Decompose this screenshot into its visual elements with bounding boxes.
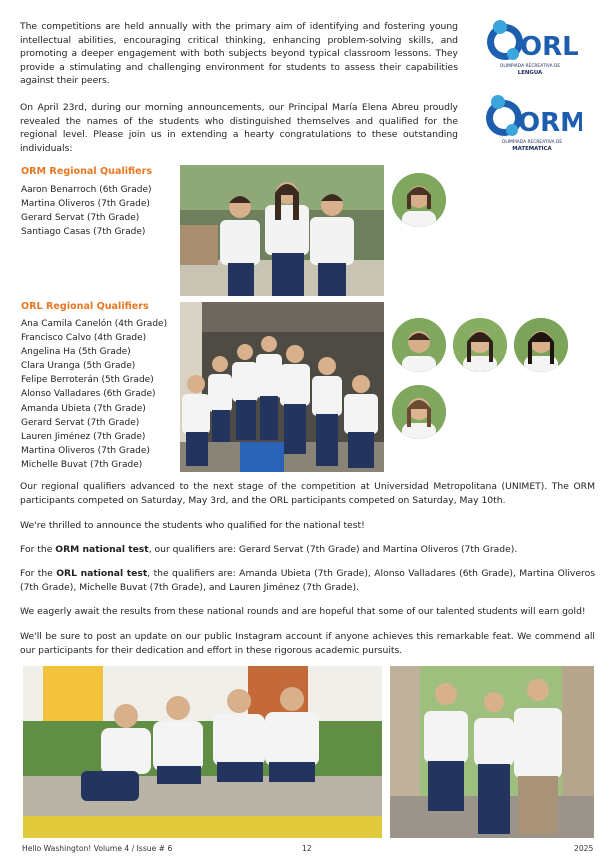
orl-regional-list bbox=[21, 317, 167, 472]
orm-national-paragraph bbox=[20, 543, 595, 557]
list-item: Lauren Jiménez (7th Grade) bbox=[21, 431, 146, 442]
footer-year: 2025 bbox=[574, 844, 594, 853]
orl-national-lead: For the bbox=[20, 568, 57, 579]
list-item: Francisco Calvo (4th Grade) bbox=[21, 333, 147, 344]
orl-logo-acronym: ORL bbox=[520, 32, 579, 62]
await-paragraph: We eagerly await the results from these national rounds and are hopeful that some of our talented students will earn gold! bbox=[20, 606, 586, 617]
orl-national-bold: ORL national test bbox=[56, 568, 148, 579]
list-item: Aaron Benarroch (6th Grade) bbox=[21, 185, 152, 195]
announcement-paragraph: On April 23rd, during our morning announcements, our Principal María Elena Abreu proudly revealed the names of the students who distinguished themselves and qualified for the regional level. Please join us in extending a hearty congratulations to these outstanding individuals: bbox=[20, 102, 458, 154]
orl-national-paragraph bbox=[20, 567, 595, 594]
intro-paragraph: The competitions are held annually with the primary aim of identifying and fostering young intellectual abilities, encouraging critical thinking, enhancing problem-solving skills, and promoting a deeper engagement with both subjects beyond typical classroom lessons. They provide a stimulating and challenging environment for students to assess their capabilities against their peers. bbox=[20, 21, 458, 87]
advance-paragraph: Our regional qualifiers advanced to the next stage of the competition at Universidad Metropolitana (UNIMET). The ORM participants competed on Saturday, May 3rd, and the ORL participants competed on Saturday, May 10th. bbox=[20, 481, 595, 506]
list-item: Santiago Casas (7th Grade) bbox=[21, 227, 146, 238]
orm-logo-acronym: ORM bbox=[518, 108, 582, 138]
orm-logo-line2: MATEMATICA bbox=[512, 146, 552, 152]
orl-group-photo bbox=[180, 302, 384, 472]
list-item: Ana Camila Canelón (4th Grade) bbox=[21, 319, 168, 329]
orl-student-portrait bbox=[453, 318, 507, 372]
orm-national-bold: ORM national test bbox=[55, 544, 149, 555]
list-item: Amanda Ubieta (7th Grade) bbox=[21, 403, 146, 414]
list-item: Gerard Servat (7th Grade) bbox=[21, 213, 140, 224]
orl-student-portrait bbox=[392, 385, 446, 439]
list-item: Felipe Berroterán (5th Grade) bbox=[21, 375, 154, 386]
orl-student-portrait bbox=[392, 318, 446, 372]
orl-logo-line1: OLIMPIADA RECREATIVA DE bbox=[499, 64, 561, 69]
orm-national-rest: , our qualifiers are: Gerard Servat (7th Grade) and Martina Oliveros (7th Grade). bbox=[148, 544, 518, 555]
orm-logo-line1: OLIMPIADA RECREATIVA DE bbox=[501, 140, 563, 145]
list-item: Angelina Ha (5th Grade) bbox=[21, 347, 131, 358]
orl-national-rest: , the qualifiers are: Amanda Ubieta (7th Grade), Alonso Valladares (6th Grade), Martina Oliveros (7th Grade), Michelle Buvat (7th Grade), and Lauren Jiménez (7th Grade). bbox=[20, 568, 595, 593]
list-item: Gerard Servat (7th Grade) bbox=[21, 417, 140, 428]
orm-regional-title: ORM Regional Qualifiers bbox=[21, 166, 153, 177]
orm-group-photo bbox=[180, 165, 384, 296]
list-item: Martina Oliveros (7th Grade) bbox=[21, 199, 150, 210]
orm-student-portrait bbox=[392, 173, 446, 227]
orm-logo bbox=[478, 88, 582, 156]
orm-regional-list bbox=[21, 183, 152, 239]
footer-publication: Hello Washington! Volume 4 / Issue # 6 bbox=[22, 844, 173, 853]
orl-student-portrait bbox=[514, 318, 568, 372]
orl-logo-line2: LENGUA bbox=[517, 70, 543, 76]
list-item: Clara Uranga (5th Grade) bbox=[21, 361, 136, 372]
orm-national-lead: For the bbox=[20, 544, 56, 555]
orl-logo bbox=[480, 14, 580, 82]
instagram-paragraph: We'll be sure to post an update on our public Instagram account if anyone achieves this remarkable feat. We commend all our participants for their dedication and effort in these rigorous academic pursuits. bbox=[20, 631, 595, 656]
thrilled-paragraph: We're thrilled to announce the students who qualified for the national test! bbox=[20, 520, 365, 531]
list-item: Michelle Buvat (7th Grade) bbox=[21, 459, 143, 470]
orl-regional-title: ORL Regional Qualifiers bbox=[21, 301, 149, 312]
list-item: Alonso Valladares (6th Grade) bbox=[21, 389, 156, 400]
orl-national-group-photo bbox=[23, 666, 382, 838]
list-item: Martina Oliveros (7th Grade) bbox=[21, 445, 150, 456]
orm-national-group-photo bbox=[390, 666, 594, 838]
footer-page-number: 12 bbox=[302, 844, 312, 853]
